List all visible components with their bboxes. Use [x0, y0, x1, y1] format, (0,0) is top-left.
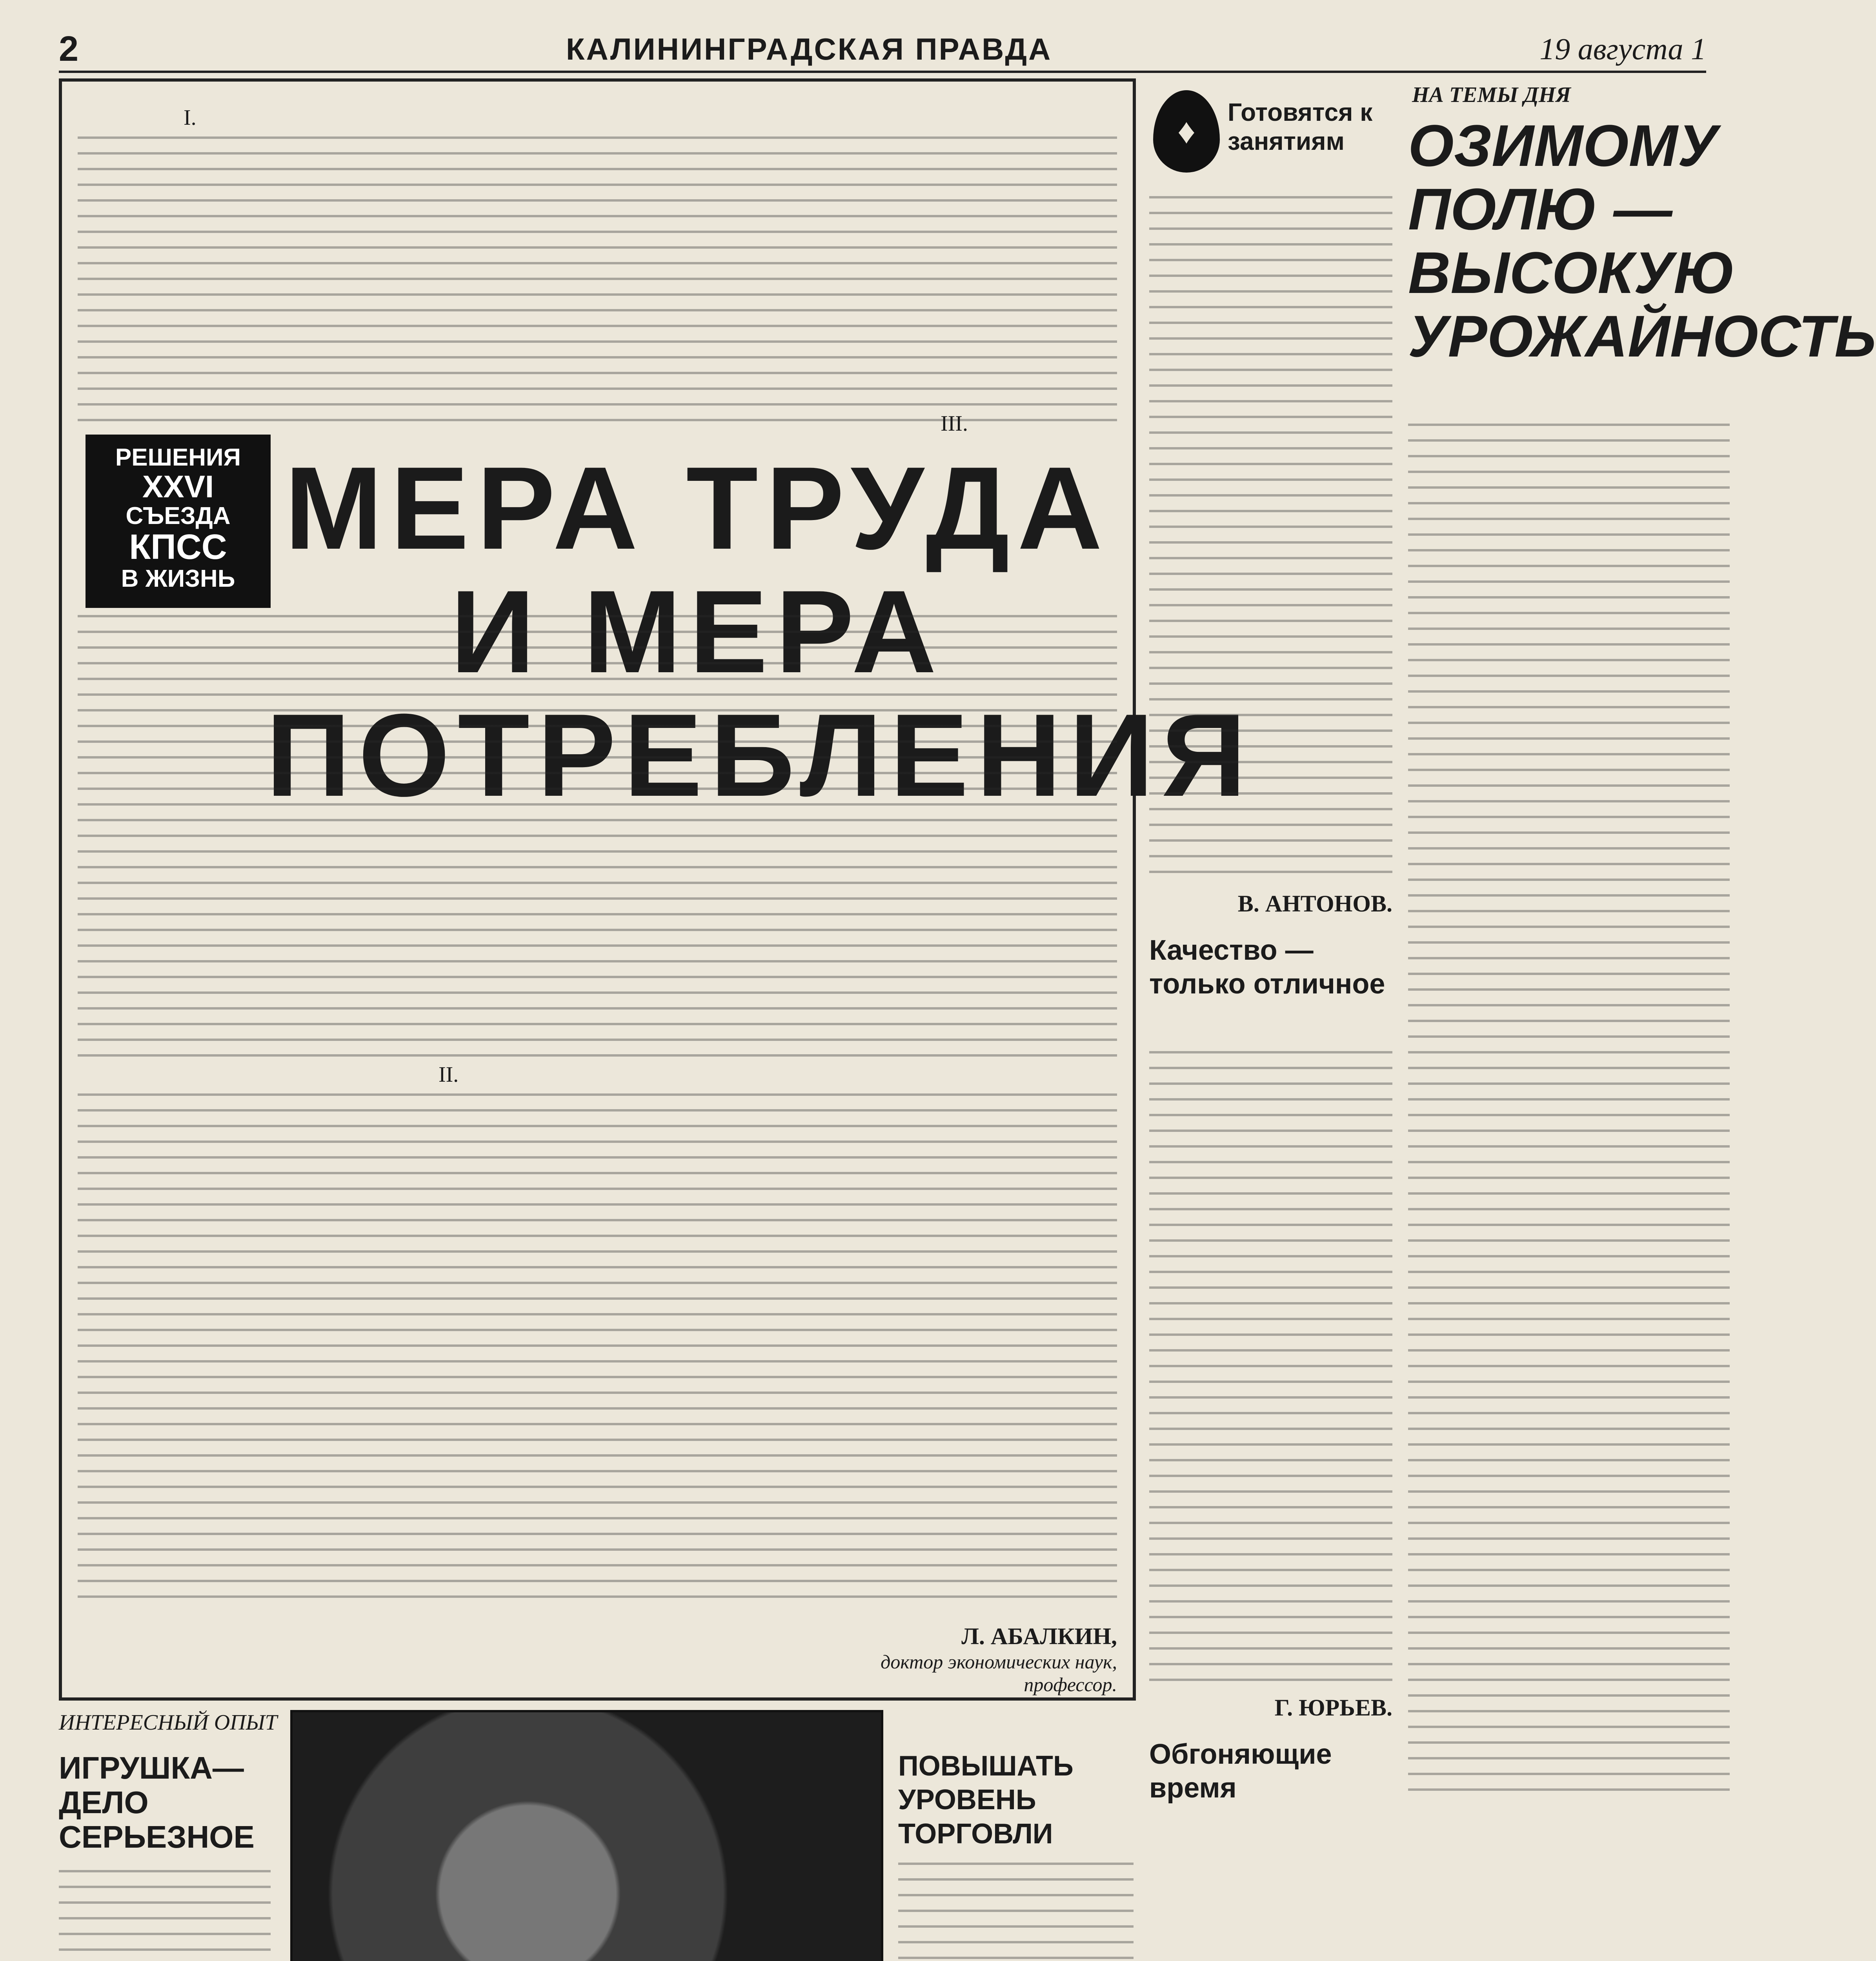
right-column	[1145, 78, 1400, 1867]
trade-title: ПОВЫШАТЬ УРОВЕНЬ ТОРГОВЛИ	[898, 1750, 1074, 1850]
article-author: Л. АБАЛКИН,	[961, 1623, 1117, 1649]
rubric-topics: НА ТЕМЫ ДНЯ	[1412, 83, 1571, 107]
ahead-title: Обгоняющие время	[1149, 1739, 1332, 1804]
drop-icon: ♦	[1153, 90, 1220, 173]
body-columns-a	[78, 615, 1117, 1058]
page-header	[59, 27, 1706, 73]
badge-line-1: РЕШЕНИЯ	[115, 444, 241, 471]
section-2-label: II.	[439, 1062, 459, 1087]
winter-field-headline: ОЗИМОМУ ПОЛЮ — ВЫСОКУЮ УРОЖАЙНОСТЬ	[1408, 113, 1876, 369]
main-article	[59, 78, 1254, 1701]
body-columns-b	[78, 1093, 1117, 1611]
decisions-badge	[86, 435, 271, 608]
preparing-author: В. АНТОНОВ.	[1237, 891, 1392, 917]
quality-title: Качество — только отличное	[1149, 935, 1385, 1000]
toy-article	[59, 1710, 278, 1961]
preparing-text	[1149, 196, 1392, 879]
badge-line-3: СЪЕЗДА	[126, 502, 231, 530]
page-number: 2	[59, 29, 79, 69]
issue-date: 19 августа 1	[1539, 32, 1706, 66]
toy-text	[59, 1870, 271, 1961]
far-right-column	[1404, 78, 1876, 1812]
quality-author: Г. ЮРЬЕВ.	[1274, 1695, 1392, 1721]
toy-rubric: ИНТЕРЕСНЫЙ ОПЫТ	[59, 1710, 277, 1735]
quality-text	[1149, 1051, 1392, 1686]
intro-columns	[78, 136, 1117, 435]
zil-photo	[290, 1710, 883, 1961]
zil-block	[290, 1710, 890, 1961]
badge-line-4: КПСС	[129, 528, 227, 567]
section-3-label: III.	[941, 411, 968, 436]
preparing-title: Готовятся к занятиям	[1228, 98, 1373, 155]
trade-text	[898, 1863, 1134, 1961]
badge-line-2: XXVI	[142, 469, 214, 504]
winter-field-text	[1408, 424, 1730, 1796]
section-1-label: I.	[184, 106, 197, 130]
masthead: КАЛИНИНГРАДСКАЯ ПРАВДА	[566, 31, 1052, 66]
trade-article	[898, 1749, 1141, 1961]
toy-title: ИГРУШКА—ДЕЛО СЕРЬЕЗНОЕ	[59, 1750, 255, 1854]
article-author-title: доктор экономических наук, профессор.	[881, 1651, 1117, 1695]
headline-line-2: И МЕРА ПОТРЕБЛЕНИЯ	[266, 566, 1254, 821]
headline-line-1: МЕРА ТРУДА	[284, 442, 1110, 574]
badge-line-5: В ЖИЗНЬ	[121, 565, 235, 592]
